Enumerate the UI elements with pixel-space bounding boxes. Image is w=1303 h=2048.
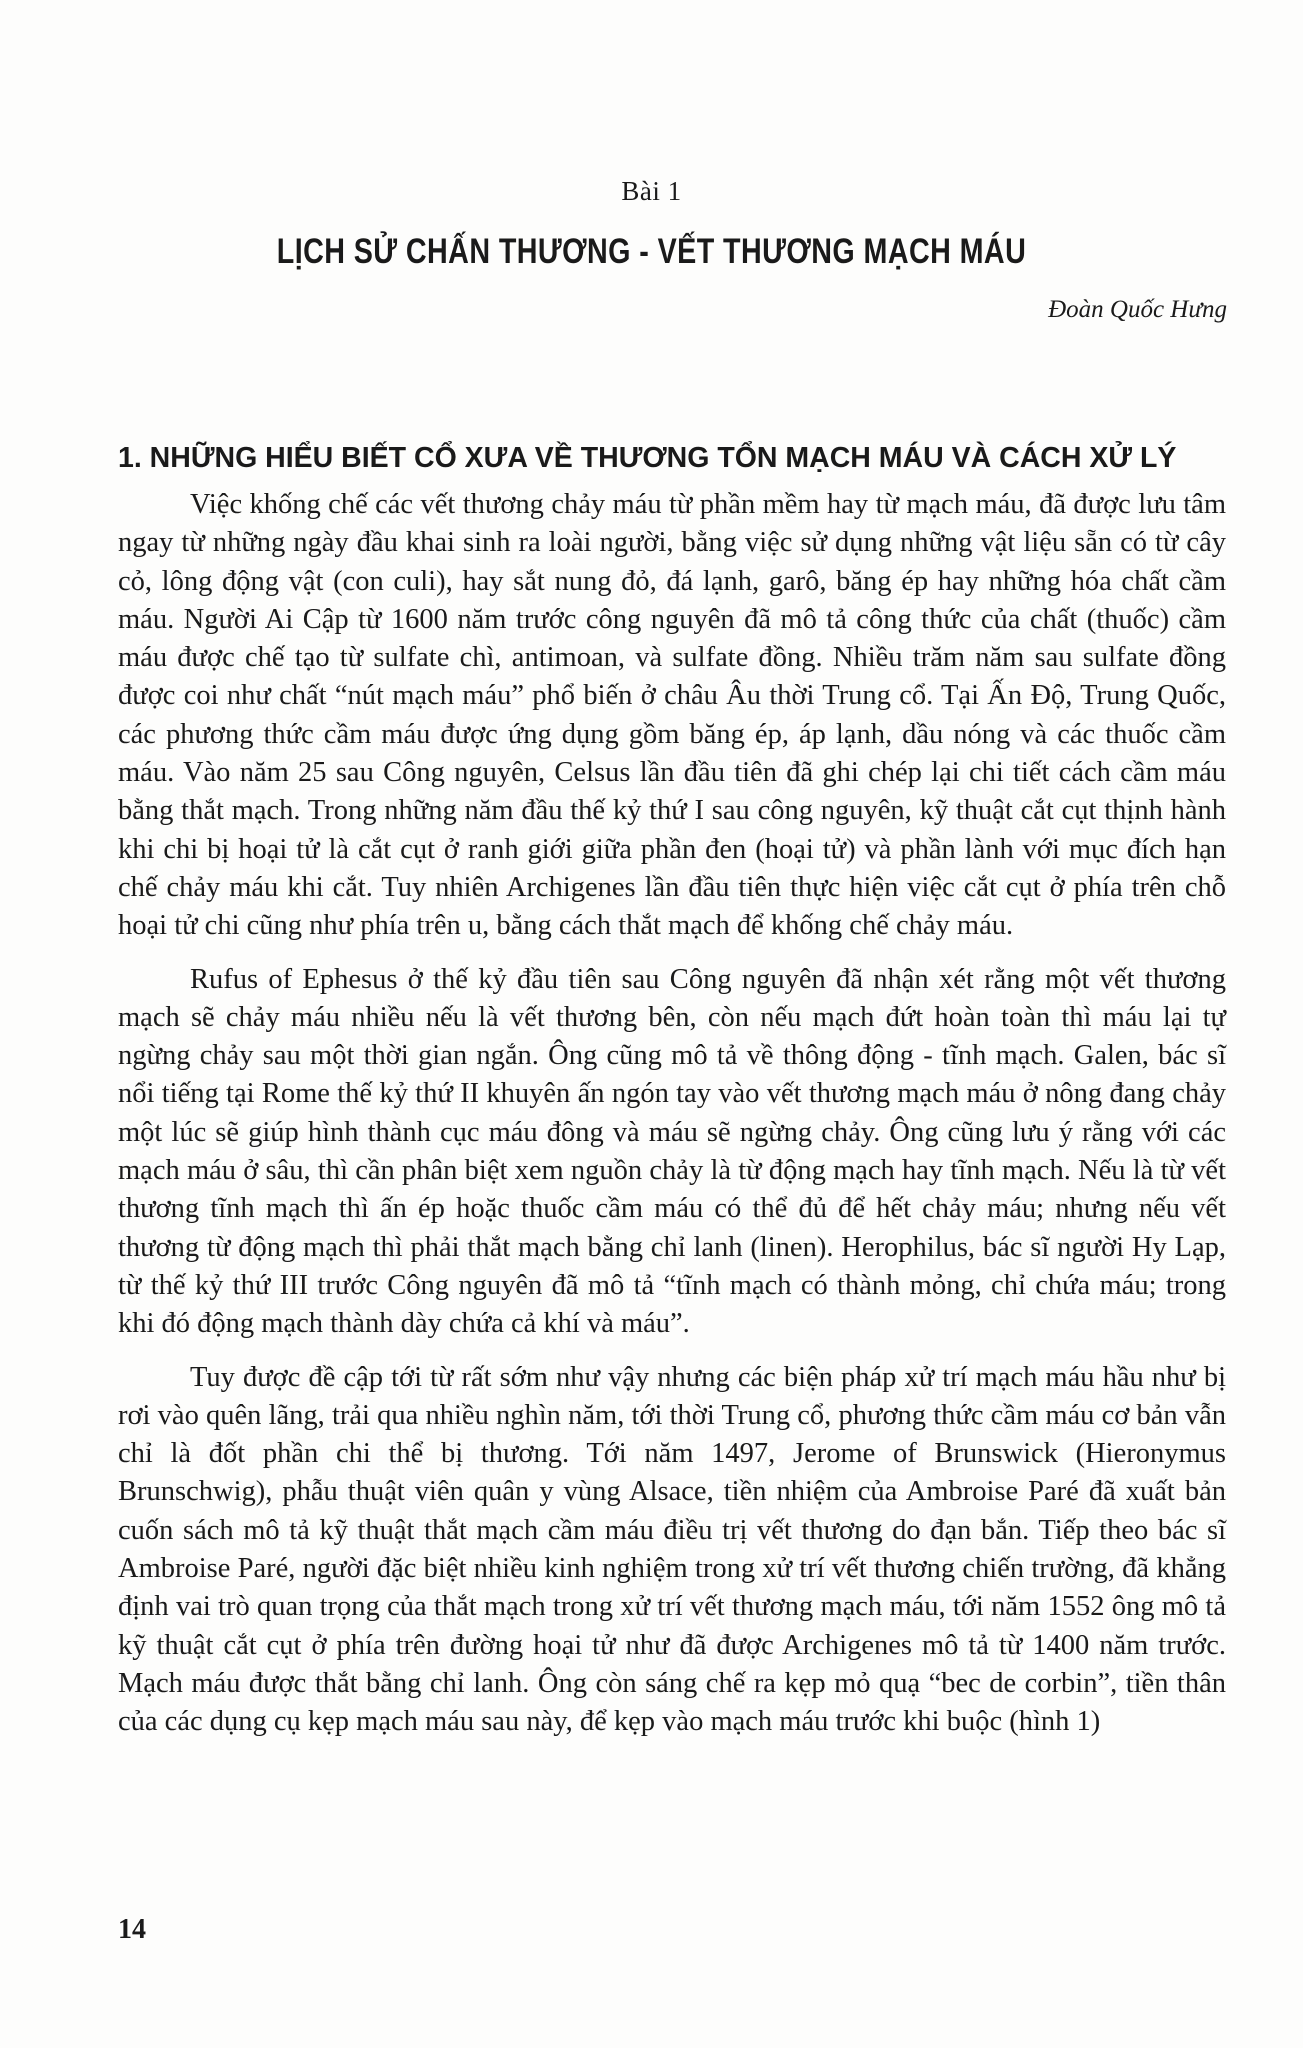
lesson-title: LỊCH SỬ CHẤN THƯƠNG - VẾT THƯƠNG MẠCH MÁU [276, 232, 1027, 271]
author-name: Đoàn Quốc Hưng [1048, 296, 1227, 323]
body-text [118, 486, 1226, 1757]
paragraph: Việc khống chế các vết thương chảy máu từ phần mềm hay từ mạch máu, đã được lưu tâm ngay từ những ngày đầu khai sinh ra loài người, bằng việc sử dụng những vật liệu sẵn có từ cây cỏ, lông động vật (con culi), hay sắt nung đỏ, đá lạnh, garô, băng ép hay những hóa chất cầm máu. Người Ai Cập từ 1600 năm trước công nguyên đã mô tả công thức của chất (thuốc) cầm máu được chế tạo từ sulfate chì, antimoan, và sulfate đồng. Nhiều trăm năm sau sulfate đồng được coi như chất “nút mạch máu” phổ biến ở châu Âu thời Trung cổ. Tại Ấn Độ, Trung Quốc, các phương thức cầm máu được ứng dụng gồm băng ép, áp lạnh, dầu nóng và các thuốc cầm máu. Vào năm 25 sau Công nguyên, Celsus lần đầu tiên đã ghi chép lại chi tiết cách cầm máu bằng thắt mạch. Trong những năm đầu thế kỷ thứ I sau công nguyên, kỹ thuật cắt cụt thịnh hành khi chi bị hoại tử là cắt cụt ở ranh giới giữa phần đen (hoại tử) và phần lành với mục đích hạn chế chảy máu khi cắt. Tuy nhiên Archigenes lần đầu tiên thực hiện việc cắt cụt ở phía trên chỗ hoại tử chi cũng như phía trên u, bằng cách thắt mạch để khống chế chảy máu. [118, 489, 1226, 942]
paragraph: Rufus of Ephesus ở thế kỷ đầu tiên sau Công nguyên đã nhận xét rằng một vết thương mạch sẽ chảy máu nhiều nếu là vết thương bên, còn nếu mạch đứt hoàn toàn thì máu lại tự ngừng chảy sau một thời gian ngắn. Ông cũng mô tả về thông động - tĩnh mạch. Galen, bác sĩ nổi tiếng tại Rome thế kỷ thứ II khuyên ấn ngón tay vào vết thương mạch máu ở nông đang chảy một lúc sẽ giúp hình thành cục máu đông và máu sẽ ngừng chảy. Ông cũng lưu ý rằng với các mạch máu ở sâu, thì cần phân biệt xem nguồn chảy là từ động mạch hay tĩnh mạch. Nếu là từ vết thương tĩnh mạch thì ấn ép hoặc thuốc cầm máu có thể đủ để hết chảy máu; nhưng nếu vết thương từ động mạch thì phải thắt mạch bằng chỉ lanh (linen). Herophilus, bác sĩ người Hy Lạp, từ thế kỷ thứ III trước Công nguyên đã mô tả “tĩnh mạch có thành mỏng, chỉ chứa máu; trong khi đó động mạch thành dày chứa cả khí và máu”. [118, 963, 1226, 1340]
paragraph: Tuy được đề cập tới từ rất sớm như vậy nhưng các biện pháp xử trí mạch máu hầu như bị rơi vào quên lãng, trải qua nhiều nghìn năm, tới thời Trung cổ, phương thức cầm máu cơ bản vẫn chỉ là đốt phần chi thể bị thương. Tới năm 1497, Jerome of Brunswick (Hieronymus Brunschwig), phẫu thuật viên quân y vùng Alsace, tiền nhiệm của Ambroise Paré đã xuất bản cuốn sách mô tả kỹ thuật thắt mạch cầm máu điều trị vết thương do đạn bắn. Tiếp theo bác sĩ Ambroise Paré, người đặc biệt nhiều kinh nghiệm trong xử trí vết thương chiến trường, đã khẳng định vai trò quan trọng của thắt mạch trong xử trí vết thương mạch máu, tới năm 1552 ông mô tả kỹ thuật cắt cụt ở phía trên đường hoại tử như đã được Archigenes mô tả từ 1400 năm trước. Mạch máu được thắt bằng chỉ lanh. Ông còn sáng chế ra kẹp mỏ quạ “bec de corbin”, tiền thân của các dụng cụ kẹp mạch máu sau này, để kẹp vào mạch máu trước khi buộc (hình 1) [118, 1361, 1226, 1738]
section-heading: 1. NHỮNG HIỂU BIẾT CỔ XƯA VỀ THƯƠNG TỔN MẠCH MÁU VÀ CÁCH XỬ LÝ [118, 442, 1177, 474]
lesson-label: Bài 1 [621, 176, 682, 206]
page-number: 14 [118, 1914, 146, 1945]
